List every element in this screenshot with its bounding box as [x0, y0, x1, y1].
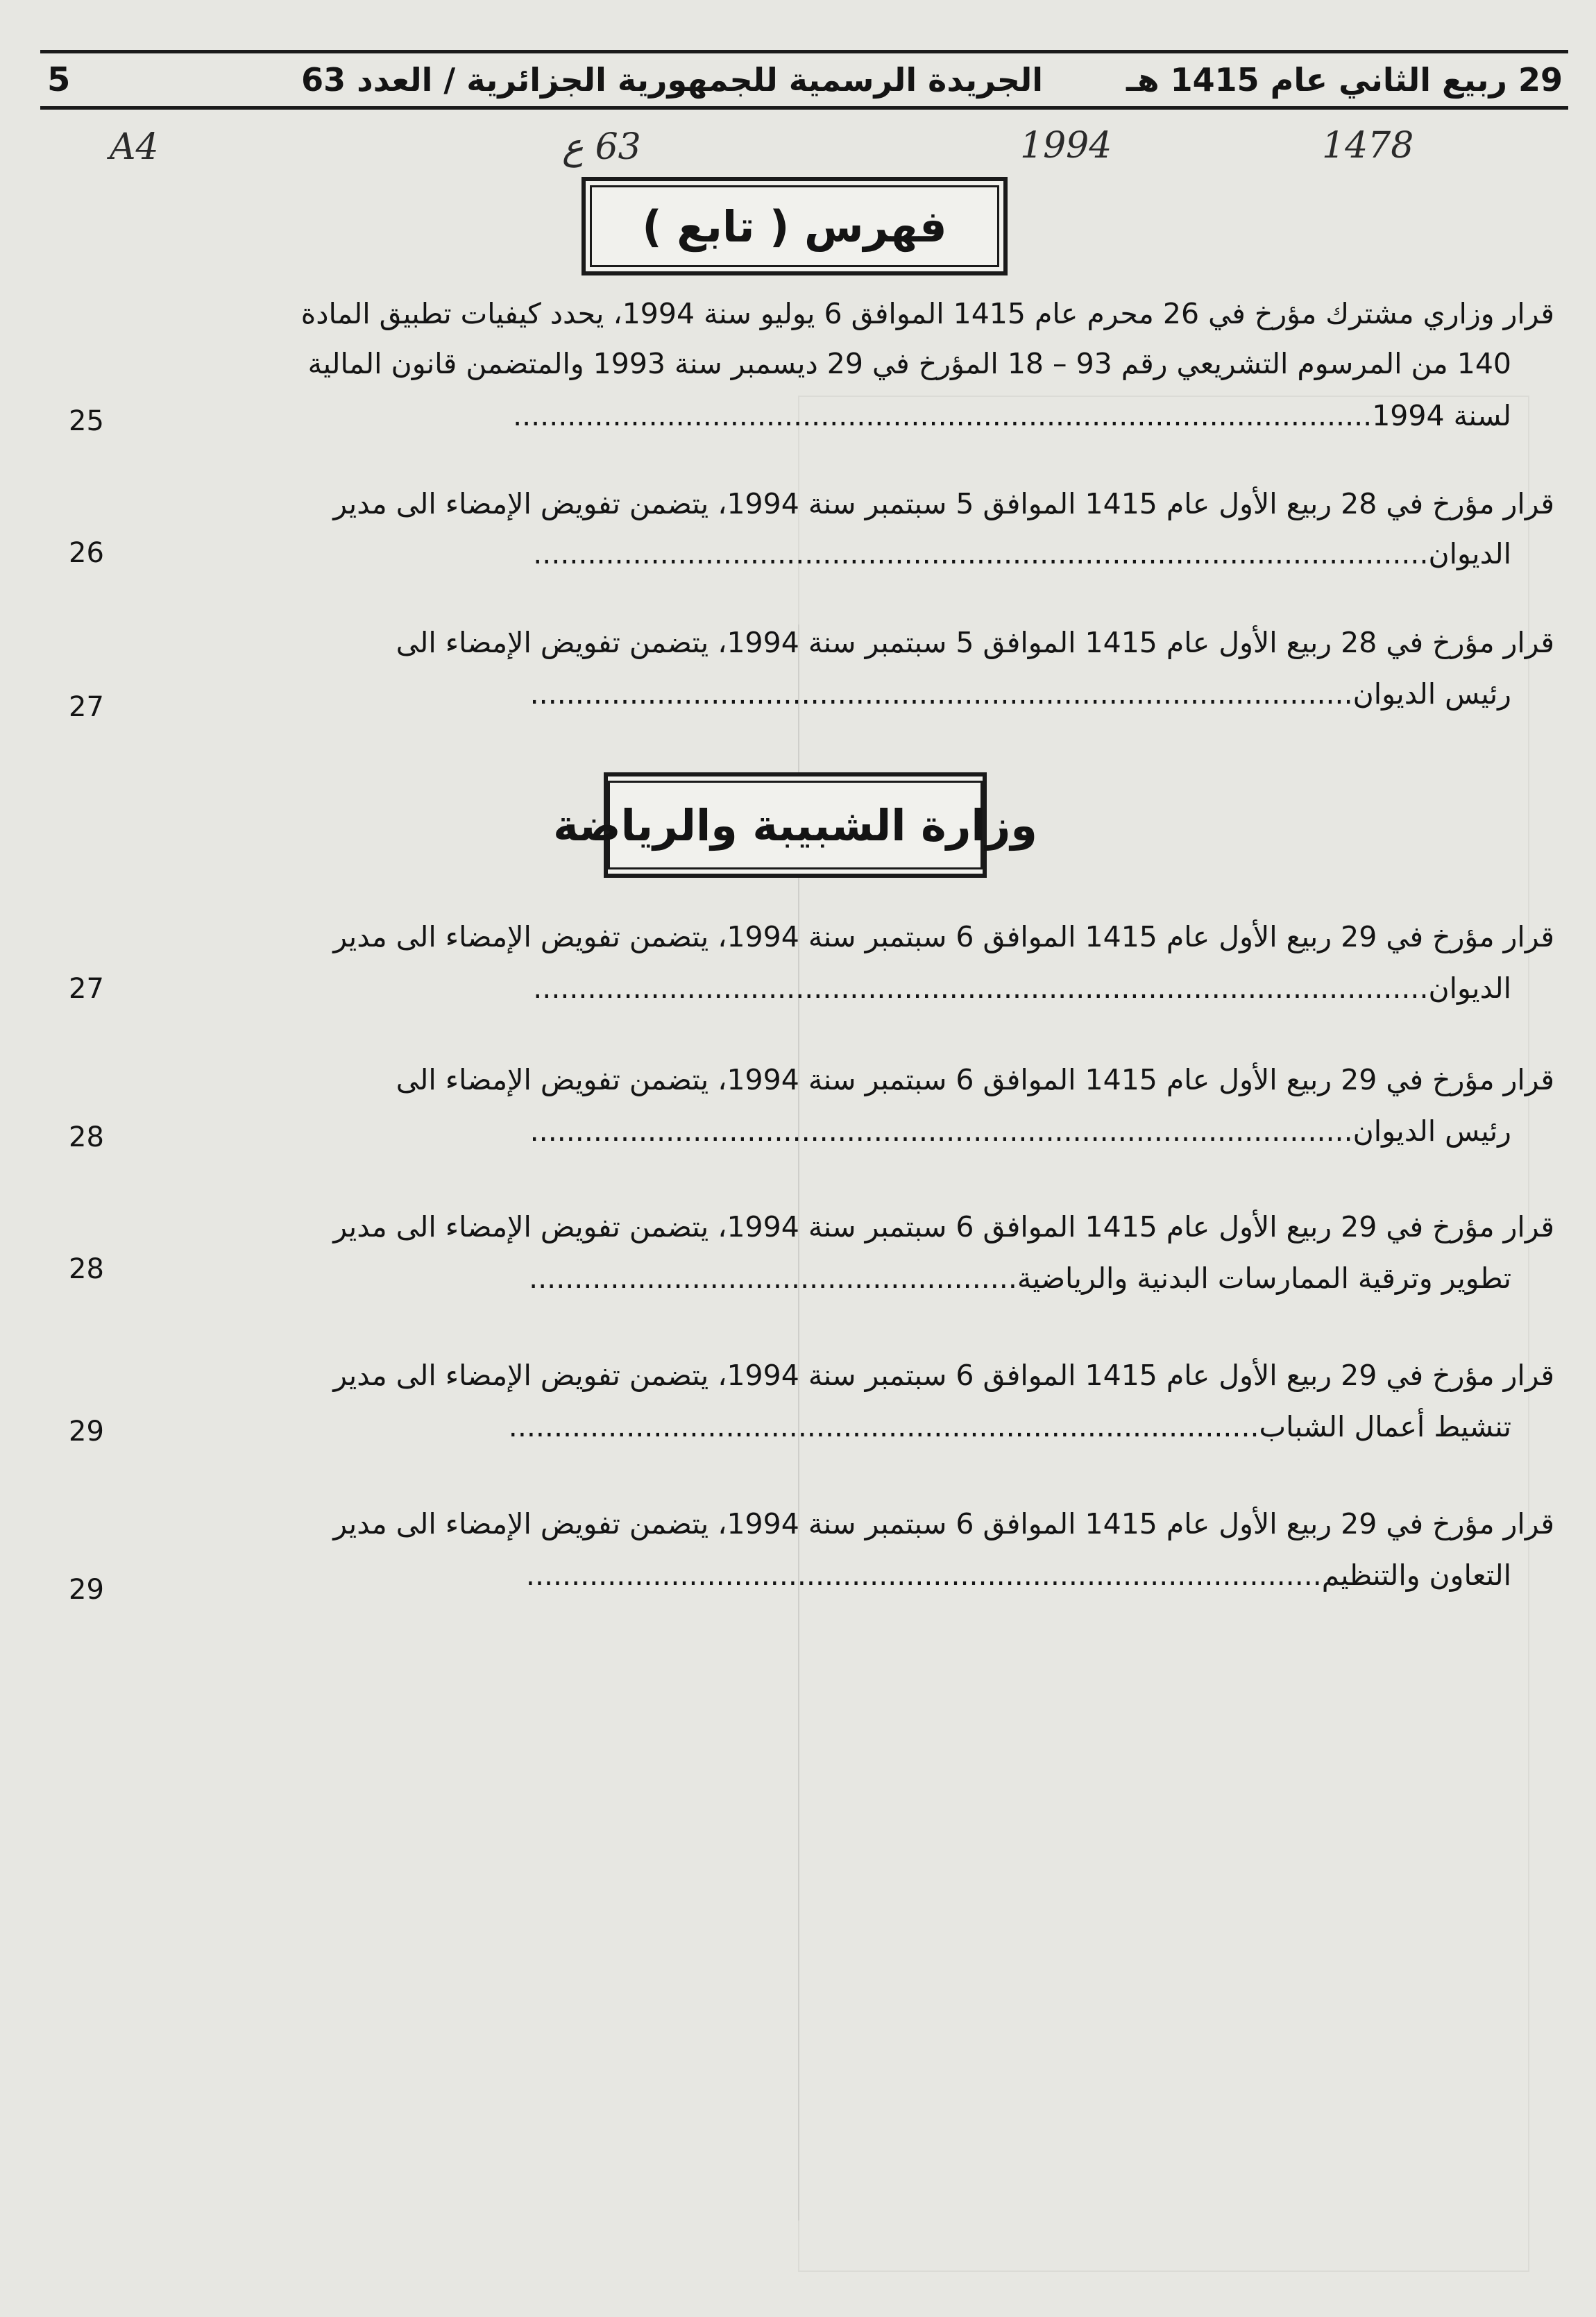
entry-line: 140 من المرسوم التشريعي رقم 93 – 18 المؤرخ في 29 ديسمبر سنة 1993 والمتضمن قانون المالية	[307, 347, 1511, 380]
entry-line: قرار مؤرخ في 29 ربيع الأول عام 1415 الموافق 6 سبتمبر سنة 1994، يتضمن تفويض الإمضاء الى مدير	[333, 1210, 1554, 1244]
entry-line: قرار وزاري مشترك مؤرخ في 26 محرم عام 1415 الموافق 6 يوليو سنة 1994، يحدد كيفيات تطبيق المادة	[300, 297, 1554, 330]
entry-line: رئيس الديوان...........................................................................................	[529, 1114, 1511, 1148]
header-date: 29 ربيع الثاني عام 1415 هـ	[1126, 61, 1563, 99]
header-title: الجريدة الرسمية للجمهورية الجزائرية / العدد 63	[301, 61, 1043, 99]
entry-line: تطوير وترقية الممارسات البدنية والرياضية......................................................	[529, 1262, 1511, 1295]
entry-line: لسنة 1994...............................................................................................	[513, 399, 1511, 432]
index-title: فهرس ( تابع )	[642, 201, 947, 252]
entry-page-number: 29	[69, 1574, 104, 1606]
header-main	[301, 61, 1568, 99]
page-header	[40, 50, 1568, 110]
entry-page-number: 27	[69, 973, 104, 1005]
entry-page-number: 25	[69, 405, 104, 437]
ministry-title: وزارة الشبيبة والرياضة	[553, 799, 1037, 851]
entry-line: قرار مؤرخ في 29 ربيع الأول عام 1415 الموافق 6 سبتمبر سنة 1994، يتضمن تفويض الإمضاء الى	[396, 1063, 1554, 1096]
entry-line: قرار مؤرخ في 29 ربيع الأول عام 1415 الموافق 6 سبتمبر سنة 1994، يتضمن تفويض الإمضاء الى مدير	[333, 920, 1554, 953]
page-number: 5	[47, 60, 71, 99]
entry-line: قرار مؤرخ في 28 ربيع الأول عام 1415 الموافق 5 سبتمبر سنة 1994، يتضمن تفويض الإمضاء الى	[396, 626, 1554, 659]
handwritten-note-left: A4	[110, 126, 159, 168]
entry-line: تنشيط أعمال الشباب...................................................................................	[508, 1410, 1511, 1443]
entry-line: قرار مؤرخ في 29 ربيع الأول عام 1415 الموافق 6 سبتمبر سنة 1994، يتضمن تفويض الإمضاء الى مدير	[333, 1507, 1554, 1541]
entry-line: رئيس الديوان...........................................................................................	[529, 677, 1511, 711]
entry-line: قرار مؤرخ في 29 ربيع الأول عام 1415 الموافق 6 سبتمبر سنة 1994، يتضمن تفويض الإمضاء الى مدير	[333, 1359, 1554, 1392]
entry-line: الديوان...................................................................................................	[533, 537, 1511, 570]
entry-page-number: 28	[69, 1121, 104, 1153]
entry-page-number: 29	[69, 1416, 104, 1448]
index-title-box	[581, 177, 1008, 275]
entry-line: قرار مؤرخ في 28 ربيع الأول عام 1415 الموافق 5 سبتمبر سنة 1994، يتضمن تفويض الإمضاء الى مدير	[333, 487, 1554, 520]
handwritten-note-issue: 63 ع	[562, 126, 641, 168]
handwritten-note-year: 1994	[1020, 125, 1112, 167]
entry-page-number: 26	[69, 537, 104, 569]
entry-page-number: 27	[69, 691, 104, 723]
entry-line: الديوان...................................................................................................	[533, 971, 1511, 1005]
entry-page-number: 28	[69, 1253, 104, 1285]
entry-line: التعاون والتنظيم........................................................................................	[525, 1559, 1511, 1592]
handwritten-note-code: 1478	[1322, 125, 1414, 167]
ministry-title-box	[553, 772, 1037, 878]
